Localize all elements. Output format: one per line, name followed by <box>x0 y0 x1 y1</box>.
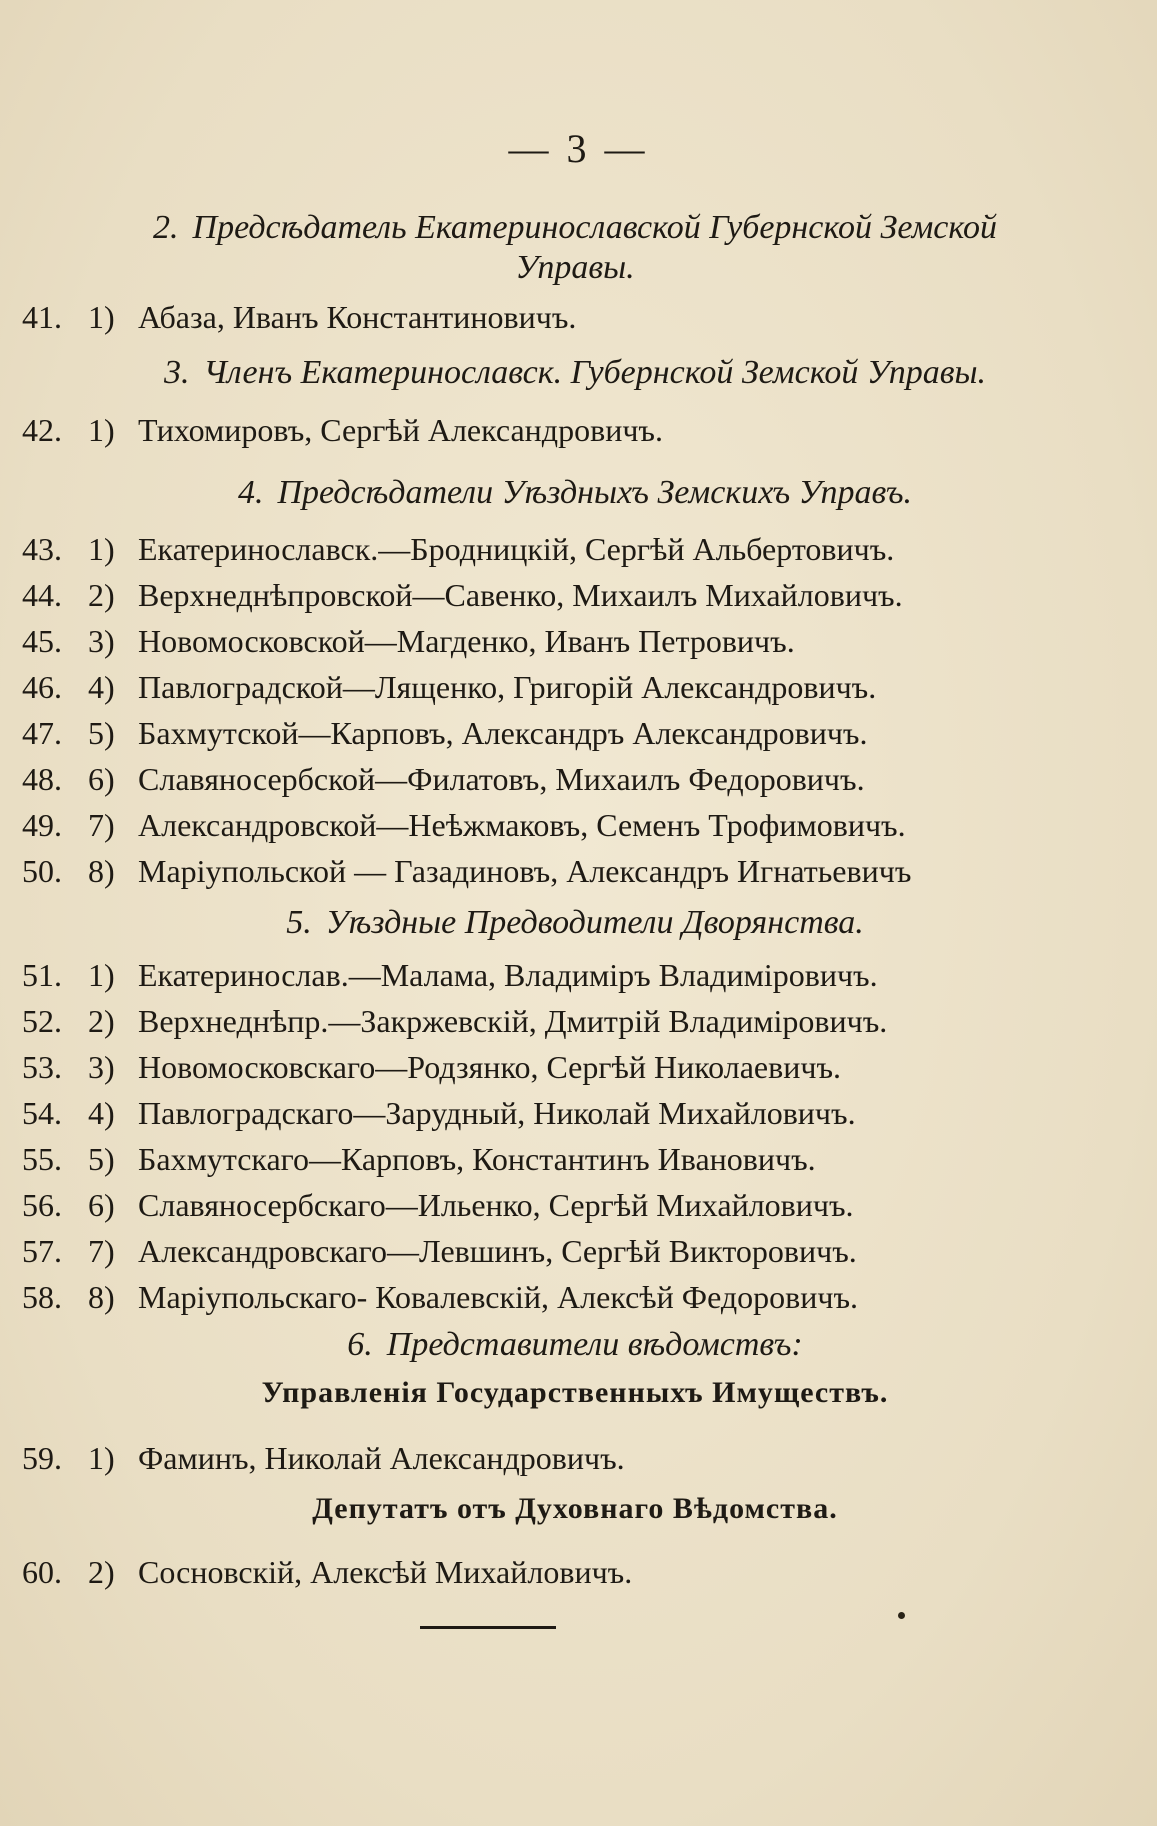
page-number: — 3 — <box>508 126 649 171</box>
list-item <box>22 1275 1142 1319</box>
list-item <box>22 803 1142 847</box>
item-text: Новомосковской—Магденко, Иванъ Петровичъ. <box>138 623 795 659</box>
sub-number: 2) <box>88 1554 115 1590</box>
item-number: 54. <box>22 1095 62 1131</box>
item-text: Александровскаго—Левшинъ, Сергѣй Викторовичъ. <box>138 1233 857 1269</box>
item-text: Сосновскій, Алексѣй Михайловичъ. <box>138 1554 633 1590</box>
list-item <box>22 665 1142 709</box>
item-text: Екатеринославск.—Бродницкій, Сергѣй Альбертовичъ. <box>138 531 895 567</box>
sub-number: 1) <box>88 412 115 448</box>
sub-number: 6) <box>88 1187 115 1223</box>
item-number: 41. <box>22 299 62 335</box>
item-text: Бахмутской—Карповъ, Александръ Александровичъ. <box>138 715 868 751</box>
item-text: Маріупольскаго- Ковалевскій, Алексѣй Федоровичъ. <box>138 1279 858 1315</box>
item-text: Александровской—Неѣжмаковъ, Семенъ Трофимовичъ. <box>138 807 906 843</box>
sub-number: 5) <box>88 1141 115 1177</box>
sub-number: 8) <box>88 853 115 889</box>
item-number: 44. <box>22 577 62 613</box>
section-number: 6. <box>347 1326 373 1363</box>
item-number: 59. <box>22 1440 62 1476</box>
list-item <box>22 711 1142 755</box>
subheading-state-property: Управленія Государственныхъ Имуществъ. <box>261 1376 889 1409</box>
section-number: 5. <box>286 904 312 941</box>
sub-number: 1) <box>88 957 115 993</box>
sub-number: 2) <box>88 577 115 613</box>
section-heading-3 <box>20 350 1130 396</box>
list-item <box>22 849 1142 893</box>
item-number: 56. <box>22 1187 62 1223</box>
sub-number: 2) <box>88 1003 115 1039</box>
ink-speck <box>898 1612 905 1619</box>
section-title: Представители вѣдомствъ: <box>386 1326 803 1363</box>
section-number: 4. <box>238 474 264 511</box>
item-text: Екатеринослав.—Малама, Владиміръ Владиміровичъ. <box>138 957 878 993</box>
list-item <box>22 999 1142 1043</box>
item-text: Верхнеднѣпровской—Савенко, Михаилъ Михайловичъ. <box>138 577 903 613</box>
item-number: 46. <box>22 669 62 705</box>
item-number: 50. <box>22 853 62 889</box>
item-number: 55. <box>22 1141 62 1177</box>
item-number: 60. <box>22 1554 62 1590</box>
sub-number: 1) <box>88 531 115 567</box>
subheading-clergy-deputy: Депутатъ отъ Духовнаго Вѣдомства. <box>312 1492 838 1525</box>
item-text: Павлоградской—Лященко, Григорій Александровичъ. <box>138 669 877 705</box>
sub-number: 3) <box>88 623 115 659</box>
section-heading-4 <box>20 470 1130 516</box>
section-title: Предсѣдатель Екатеринославской Губернской Земской <box>192 209 997 246</box>
item-number: 52. <box>22 1003 62 1039</box>
section-number: 2. <box>153 209 179 246</box>
section-title-cont: Управы. <box>515 249 635 286</box>
list-item <box>22 1091 1142 1135</box>
section-heading-2-cont <box>20 245 1130 291</box>
list-item <box>22 1137 1142 1181</box>
section-title: Уѣздные Предводители Дворянства. <box>325 904 864 941</box>
list-item <box>22 757 1142 801</box>
list-item <box>22 1229 1142 1273</box>
item-number: 57. <box>22 1233 62 1269</box>
item-text: Славяносербскаго—Ильенко, Сергѣй Михайловичъ. <box>138 1187 854 1223</box>
list-item <box>22 1045 1142 1089</box>
item-number: 58. <box>22 1279 62 1315</box>
sub-number: 7) <box>88 1233 115 1269</box>
list-item <box>22 1436 1142 1480</box>
list-item <box>22 953 1142 997</box>
item-text: Верхнеднѣпр.—Закржевскій, Дмитрій Владиміровичъ. <box>138 1003 888 1039</box>
sub-number: 1) <box>88 299 115 335</box>
sub-number: 5) <box>88 715 115 751</box>
section-title: Предсѣдатели Уѣздныхъ Земскихъ Управъ. <box>277 474 912 511</box>
list-item <box>22 619 1142 663</box>
list-item <box>22 573 1142 617</box>
item-number: 49. <box>22 807 62 843</box>
sub-number: 1) <box>88 1440 115 1476</box>
list-item <box>22 1183 1142 1227</box>
item-text: Фаминъ, Николай Александровичъ. <box>138 1440 625 1476</box>
section-heading-5 <box>20 900 1130 946</box>
closing-rule <box>420 1626 556 1629</box>
item-text: Тихомировъ, Сергѣй Александровичъ. <box>138 412 663 448</box>
sub-number: 7) <box>88 807 115 843</box>
sub-number: 4) <box>88 1095 115 1131</box>
sub-number: 4) <box>88 669 115 705</box>
item-text: Новомосковскаго—Родзянко, Сергѣй Николаевичъ. <box>138 1049 841 1085</box>
item-text: Павлоградскаго—Зарудный, Николай Михайловичъ. <box>138 1095 856 1131</box>
item-number: 45. <box>22 623 62 659</box>
sub-number: 8) <box>88 1279 115 1315</box>
section-heading-6 <box>20 1322 1130 1368</box>
item-number: 48. <box>22 761 62 797</box>
item-text: Бахмутскаго—Карповъ, Константинъ Ивановичъ. <box>138 1141 816 1177</box>
list-item <box>22 408 1142 452</box>
sub-number: 3) <box>88 1049 115 1085</box>
sub-number: 6) <box>88 761 115 797</box>
section-number: 3. <box>163 354 190 391</box>
item-number: 53. <box>22 1049 62 1085</box>
section-title: Членъ Екатеринославск. Губернской Земской Управы. <box>203 354 987 391</box>
list-item <box>22 1550 1142 1594</box>
item-text: Славяносербской—Филатовъ, Михаилъ Федоровичъ. <box>138 761 865 797</box>
item-text: Абаза, Иванъ Константиновичъ. <box>138 299 577 335</box>
item-number: 42. <box>22 412 62 448</box>
item-number: 47. <box>22 715 62 751</box>
list-item <box>22 527 1142 571</box>
list-item <box>22 295 1142 339</box>
item-number: 43. <box>22 531 62 567</box>
item-number: 51. <box>22 957 62 993</box>
item-text: Маріупольской — Газадиновъ, Александръ Игнатьевичъ <box>138 853 912 889</box>
